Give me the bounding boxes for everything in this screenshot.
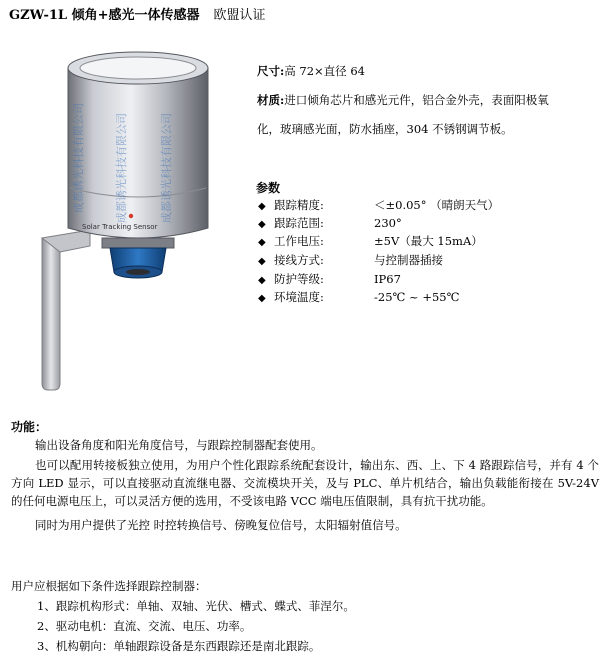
bullet-diamond-icon: ◆: [258, 237, 266, 248]
indicator-dot: [129, 214, 133, 218]
list-item: 3、机构朝向：单轴跟踪设备是东西跟踪还是南北跟踪。: [37, 639, 321, 653]
function-paragraph-3: 同时为用户提供了光控 时控转换信号、傍晚复位信号，太阳辐射值信号。: [35, 518, 407, 532]
bullet-diamond-icon: ◆: [258, 275, 266, 286]
function-paragraph-1: 输出设备角度和阳光角度信号，与跟踪控制器配套使用。: [35, 438, 323, 452]
bullet-diamond-icon: ◆: [258, 201, 266, 212]
bullet-diamond-icon: ◆: [258, 256, 266, 267]
param-row: ◆ 工作电压: ±5V（最大 15mA）: [258, 234, 483, 248]
watermark-text: 成都诱光科技有限公司: [72, 103, 85, 213]
bullet-diamond-icon: ◆: [258, 219, 266, 230]
function-paragraph-2: 也可以配用转接板独立使用，为用户个性化跟踪系统配套设计，输出东、西、上、下 4 路跟踪信号，并有 4 个方向 LED 显示，可以直接驱动直流继电器、交流模块开关，及与 PLC、单片机结合，输出负载能衔接在 5V-24V 的任何电源电压上，可以灵活方便的选用，不受该电路 VCC 端电压值限制，具有抗干扰功能。: [11, 458, 599, 508]
sensor-label-text: Solar Tracking Sensor: [82, 223, 158, 231]
param-row: ◆ 接线方式: 与控制器插接: [258, 253, 443, 267]
list-item: 1、跟踪机构形式：单轴、双轴、光伏、槽式、蝶式、菲涅尔。: [37, 599, 355, 613]
selection-intro: 用户应根据如下条件选择跟踪控制器：: [11, 579, 207, 593]
params-title: 参数: [256, 181, 281, 195]
spec-material-label: 材质:: [257, 93, 285, 107]
watermark-text: 成都诱光科技有限公司: [160, 113, 173, 223]
watermark-text: 成都诱光科技有限公司: [115, 113, 128, 223]
certification-label: 欧盟认证: [213, 8, 266, 23]
spec-size-label: 尺寸:: [257, 64, 285, 78]
spec-material-line1: 材质:进口倾角芯片和感光元件，铝合金外壳，表面阳极氧: [257, 93, 549, 107]
spec-size: [257, 63, 365, 79]
param-row: ◆ 防护等级: IP67: [258, 272, 401, 286]
bullet-diamond-icon: ◆: [258, 293, 266, 304]
function-title: 功能：: [11, 420, 48, 434]
param-row: ◆ 跟踪范围: 230°: [258, 216, 402, 230]
param-row: ◆ 跟踪精度: ＜±0.05° （晴朗天气）: [258, 198, 500, 212]
page-title: [9, 4, 266, 23]
spec-size-value: 高 72×直径 64: [284, 64, 365, 78]
spec-material-line2: 化，玻璃感光面，防水插座，304 不锈钢调节板。: [257, 122, 513, 136]
product-title: GZW-1L 倾角+感光一体传感器: [9, 8, 200, 23]
list-item: 2、驱动电机：直流、交流、电压、功率。: [37, 619, 252, 633]
sensor-product-image: [30, 38, 230, 394]
param-row: ◆ 环境温度: -25℃ ~ +55℃: [258, 290, 460, 304]
